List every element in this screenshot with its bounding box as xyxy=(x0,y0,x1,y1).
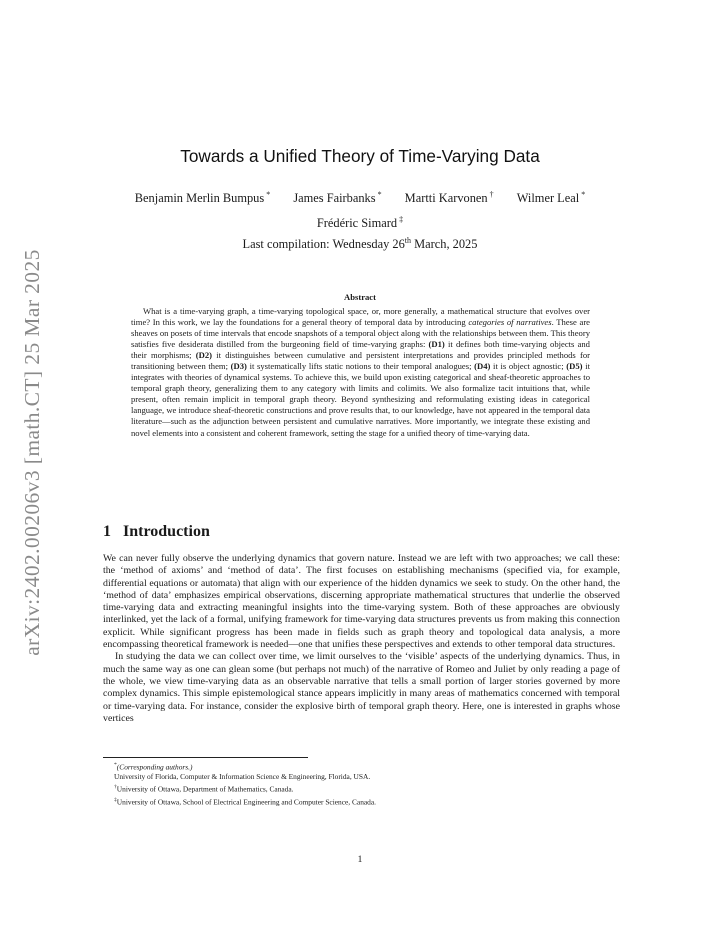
body-paragraph: We can never fully observe the underlying dynamics that govern nature. Instead we are left with two approaches; we call these: the ‘method of axioms’ and ‘method of data’. The first focuses on establishing mechanisms (specified via, for example, differential equations or automata) that align with our experience of the hidden dynamics we seek to study. On the other hand, the ‘method of data’ emphasizes empirical observations, discerning appropriate mathematical structures that underlie the observed time-varying data and extracting meaningful insights into the time-varying system. Both of these approaches are obviously interlinked, yet the lack of a formal, unifying framework for time-varying data structures prevents us from making this connection explicit. While significant progress has been made in fields such as graph theory and topological data analysis, a more encompassing theoretical framework is needed—one that unifies these perspectives and extends to other temporal data structures. xyxy=(103,553,620,651)
author-line-2 xyxy=(0,209,720,234)
author: Wilmer Leal * xyxy=(516,190,586,206)
author-line-1 xyxy=(0,184,720,209)
paper-title: Towards a Unified Theory of Time-Varying Data xyxy=(180,146,540,166)
footnote-affiliation: University of Florida, Computer & Information Science & Engineering, Florida, USA. xyxy=(114,772,371,782)
arxiv-identifier-text: arXiv:2402.00206v3 [math.CT] 25 Mar 2025 xyxy=(19,248,44,656)
abstract-paragraph: What is a time-varying graph, a time-varying topological space, or, more generally, a mathematical structure that evolves over time? In this work, we lay the foundations for a general theory of temporal data by introducing categories of narratives. These are sheaves on posets of time intervals that encode snapshots of a temporal object along with the relationships between them. This theory satisfies five desiderata distilled from the burgeoning field of time-varying graphs: (D1) it defines both time-varying objects and their morphisms; (D2) it distinguishes between cumulative and persistent interpretations and provides principled methods for transitioning between them; (D3) it systematically lifts static notions to their temporal analogues; (D4) it is object agnostic; (D5) it integrates with theories of dynamical systems. To achieve this, we build upon existing categorical and sheaf-theoretic approaches to temporal graph theory, generalizing them to any category with limits and colimits. We also formalize tacit intuitions that, while present, often remain implicit in temporal graph theory. Beyond synthesizing and reformulating existing ideas in categorical language, we introduce sheaf-theoretic constructions and prove results that, to our knowledge, have not appeared in the temporal data literature—such as the adjunction between persistent and cumulative narratives. More importantly, we integrate these existing and novel elements into a consistent and coherent framework, setting the stage for a unified theory of time-varying data. xyxy=(131,306,590,438)
author: James Fairbanks * xyxy=(293,190,382,206)
author-list xyxy=(0,184,720,234)
author: Benjamin Merlin Bumpus * xyxy=(134,190,271,206)
author: Frédéric Simard ‡ xyxy=(316,215,404,231)
footnotes xyxy=(114,760,614,807)
abstract-text xyxy=(131,306,590,439)
abstract-heading: Abstract xyxy=(344,292,376,302)
footnote-rule xyxy=(103,757,308,758)
body-paragraph: In studying the data we can collect over time, we limit ourselves to the ‘visible’ aspects of the underlying dynamics. Thus, in much the same way as one can glean some (but perhaps not much) of the narrative of Romeo and Juliet by only reading a page of the whole, we view time-varying data as an observable narrative that tells a small portion of larger stories governed by more complex dynamics. This simple epistemological stance appears implicitly in many areas of mathematics concerned with temporal or time-varying data. For instance, consider the explosive birth of temporal graph theory. Here, one is interested in graphs whose vertices xyxy=(103,651,620,724)
body-text xyxy=(103,553,620,725)
author: Martti Karvonen † xyxy=(404,190,494,206)
footnote-affiliation: †University of Ottawa, Department of Mathematics, Canada. xyxy=(114,784,294,794)
section-heading: 1 Introduction xyxy=(103,523,210,540)
compilation-date: Last compilation: Wednesday 26th March, 2025 xyxy=(242,236,478,252)
footnote-affiliation: ‡University of Ottawa, School of Electrical Engineering and Computer Science, Canada. xyxy=(114,796,377,807)
page-number: 1 xyxy=(357,854,363,865)
footnote-corresponding: *(Corresponding authors.) xyxy=(114,762,193,772)
